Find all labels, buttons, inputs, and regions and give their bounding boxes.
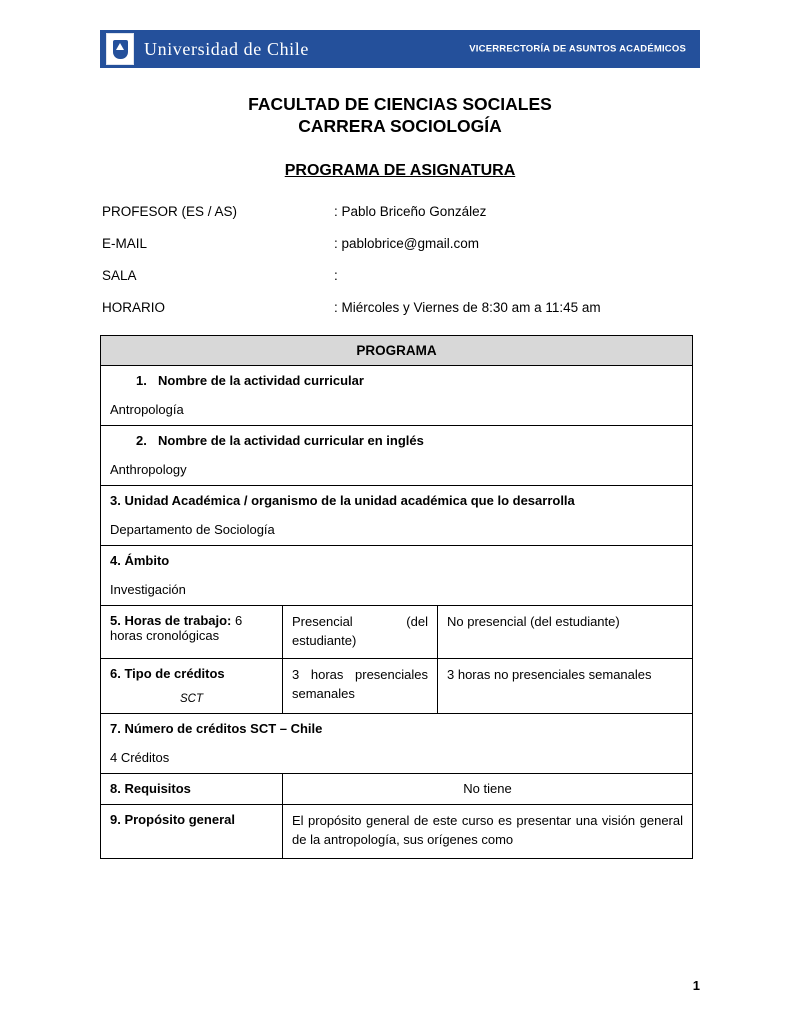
work-hours-cell — [101, 605, 283, 659]
program-table — [100, 335, 693, 859]
item-2-title-wrap — [110, 433, 683, 448]
work-hours-value: 6 horas cronológicas — [110, 612, 243, 643]
credits-type-sct: SCT — [180, 693, 203, 706]
credits-number-cell — [101, 714, 693, 774]
table-row — [101, 545, 693, 605]
credits-number-body: 4 Créditos — [110, 750, 170, 766]
table-row — [101, 425, 693, 485]
table-row — [101, 805, 693, 859]
requirements-body: No tiene — [283, 774, 693, 805]
meta-label-professor: PROFESOR (ES / AS) — [102, 203, 238, 219]
item-3-title: 3. Unidad Académica / organismo de la unidad académica que lo desarrolla — [110, 492, 575, 508]
vicerrectoria-label: VICERRECTORÍA DE ASUNTOS ACADÉMICOS — [469, 43, 686, 55]
item-1-body: Antropología — [110, 401, 184, 417]
meta-row — [102, 300, 700, 315]
table-row — [101, 335, 693, 365]
header-banner — [100, 30, 700, 68]
item-3-body: Departamento de Sociología — [110, 521, 275, 537]
credits-no-presencial: 3 horas no presenciales semanales — [438, 659, 693, 714]
meta-row — [102, 204, 700, 219]
course-metadata — [102, 204, 700, 315]
meta-label-schedule: HORARIO — [102, 299, 166, 315]
faculty-title: FACULTAD DE CIENCIAS SOCIALES — [248, 94, 552, 114]
table-row — [101, 485, 693, 545]
work-hours-presencial: Presencial (del estudiante) — [283, 605, 438, 659]
item-4-body: Investigación — [110, 581, 186, 597]
item-1-cell — [101, 365, 693, 425]
work-hours-label: 5. Horas de trabajo: — [110, 612, 232, 628]
item-1-title: Nombre de la actividad curricular — [158, 372, 364, 388]
meta-value-schedule: : Miércoles y Viernes de 8:30 am a 11:45 am — [334, 299, 601, 315]
table-row — [101, 714, 693, 774]
item-2-cell — [101, 425, 693, 485]
item-2-body: Anthropology — [110, 461, 187, 477]
item-1-number: 1. — [136, 372, 147, 388]
credits-presencial: 3 horas presenciales semanales — [283, 659, 438, 714]
item-2-title: Nombre de la actividad curricular en inglés — [158, 432, 424, 448]
meta-label-email: E-MAIL — [102, 235, 148, 251]
table-row — [101, 774, 693, 805]
purpose-title: 9. Propósito general — [101, 805, 283, 859]
credits-type-label: 6. Tipo de créditos — [110, 666, 225, 682]
university-name: Universidad de Chile — [144, 38, 309, 59]
item-3-cell — [101, 485, 693, 545]
item-1-title-wrap — [110, 373, 683, 388]
table-row — [101, 659, 693, 714]
meta-row — [102, 236, 700, 251]
meta-value-professor: : Pablo Briceño González — [334, 203, 487, 219]
credits-number-title: 7. Número de créditos SCT – Chile — [110, 721, 323, 737]
page-title: PROGRAMA DE ASIGNATURA — [284, 161, 516, 179]
table-header-programa: PROGRAMA — [101, 335, 693, 365]
university-logo — [106, 33, 134, 65]
meta-label-room: SALA — [102, 267, 137, 283]
credits-type-cell — [101, 659, 283, 714]
work-hours-no-presencial: No presencial (del estudiante) — [438, 605, 693, 659]
meta-value-room: : — [334, 267, 338, 283]
meta-value-email: : pablobrice@gmail.com — [334, 235, 480, 251]
item-4-title: 4. Ámbito — [110, 552, 170, 568]
shield-icon — [113, 40, 128, 59]
item-2-number: 2. — [136, 432, 147, 448]
career-title: CARRERA SOCIOLOGÍA — [298, 115, 502, 136]
table-row — [101, 365, 693, 425]
table-row — [101, 605, 693, 659]
meta-row — [102, 268, 700, 283]
page-number: 1 — [692, 978, 700, 993]
requirements-title: 8. Requisitos — [101, 774, 283, 805]
purpose-body: El propósito general de este curso es presentar una visión general de la antropología, sus orígenes como — [283, 805, 693, 859]
item-4-cell — [101, 545, 693, 605]
